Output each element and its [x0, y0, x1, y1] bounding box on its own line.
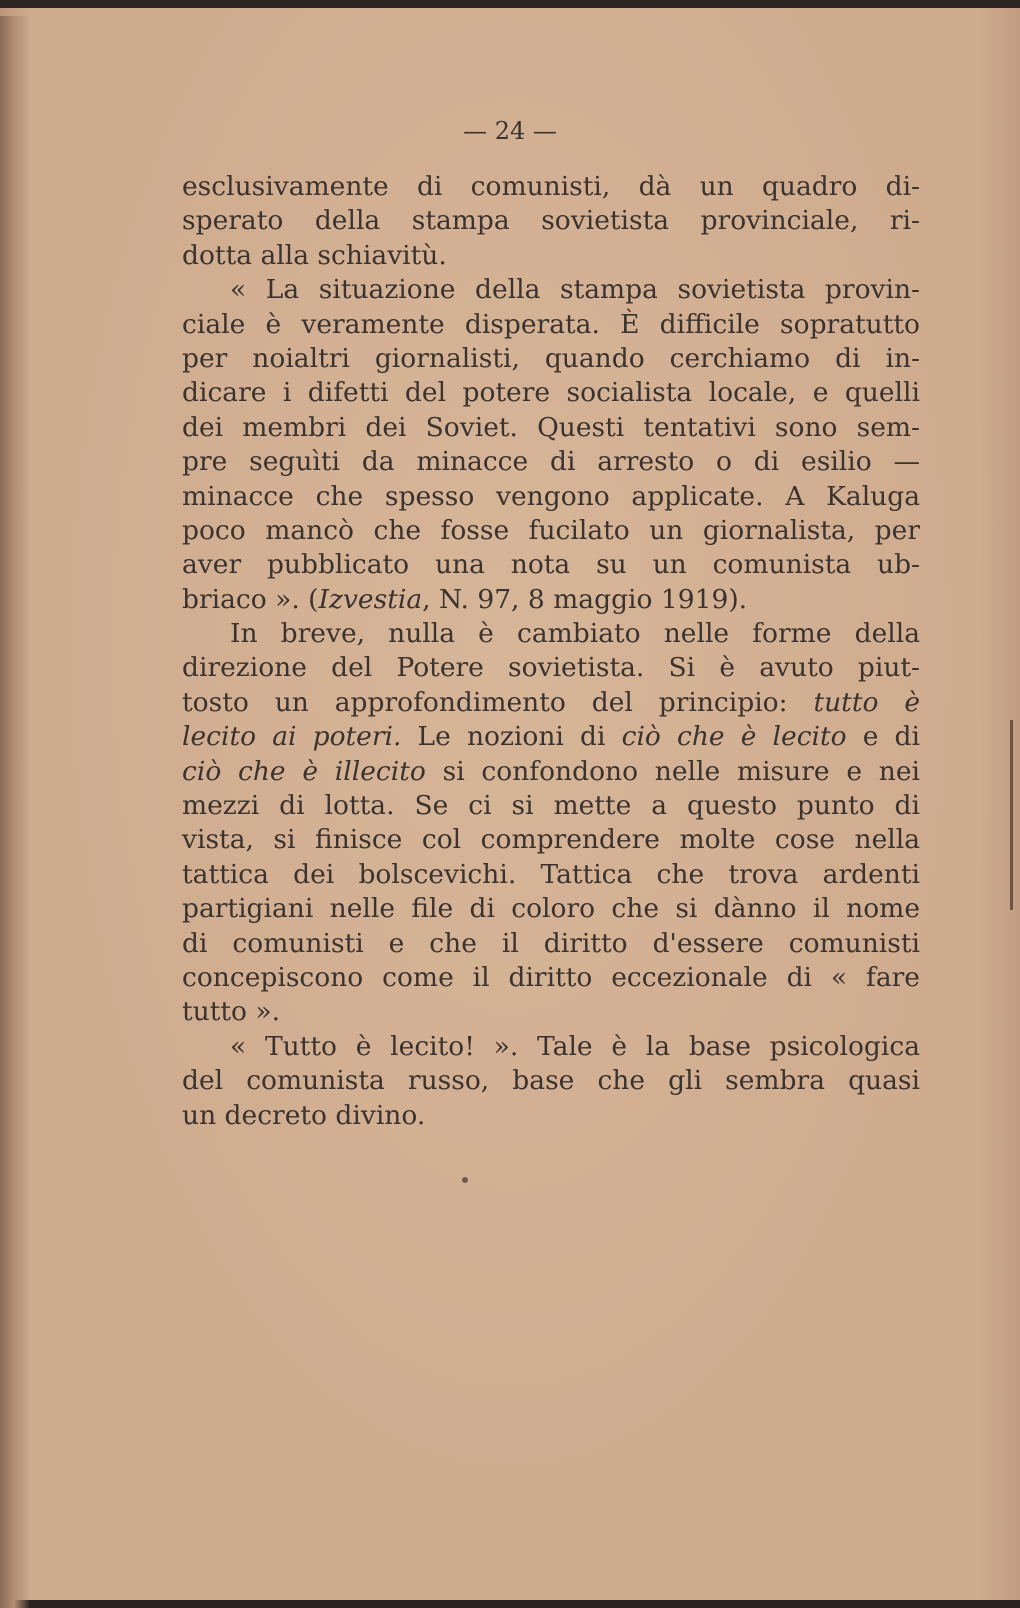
text-line: mezzi di lotta. Se ci si mette a questo punto di: [182, 790, 920, 822]
text-line: esclusivamente di comunisti, dà un quadro di-: [182, 171, 920, 202]
text-line: [182, 755, 920, 789]
text-run: tosto un approfondimento del principio:: [182, 686, 814, 718]
italic-phrase: lecito ai poteri.: [182, 721, 402, 753]
text-line: direzione del Potere sovietista. Si è avuto piut-: [182, 652, 920, 684]
text-line: un decreto divino.: [182, 1099, 426, 1131]
page-binding-shadow: [0, 16, 30, 1608]
italic-phrase: ciò che è lecito: [621, 721, 847, 753]
text-run: , N. 97, 8 maggio 1919).: [422, 583, 748, 615]
source-title-italic: Izvestia: [318, 583, 423, 615]
ink-speck: [462, 1177, 468, 1183]
text-line: partigiani nelle file di coloro che si dànno il nome: [182, 893, 920, 925]
text-line: tutto ».: [182, 996, 281, 1028]
text-line: [182, 686, 920, 720]
text-run: si confondono nelle misure e nei: [425, 755, 920, 787]
text-line: concepiscono come il diritto eccezionale di « fare: [182, 961, 920, 993]
page-number: — 24 —: [463, 117, 557, 145]
text-line: minacce che spesso vengono applicate. A Kaluga: [182, 480, 920, 512]
italic-phrase: ciò che è illecito: [182, 755, 426, 787]
italic-phrase: tutto è: [813, 686, 920, 718]
text-run: briaco ». (: [182, 583, 319, 615]
page-body-text: [182, 170, 920, 1133]
text-run: e di: [846, 721, 920, 753]
text-line: aver pubblicato una nota su un comunista ub-: [182, 549, 920, 581]
text-line: [182, 583, 920, 617]
text-line: pre seguìti da minacce di arresto o di esilio —: [182, 446, 920, 478]
text-line: vista, si finisce col comprendere molte cose nella: [182, 824, 920, 856]
text-line: [182, 720, 920, 754]
text-line: dotta alla schiavitù.: [182, 239, 447, 271]
text-line: del comunista russo, base che gli sembra quasi: [182, 1065, 920, 1097]
text-line: ciale è veramente disperata. È difficile sopratutto: [182, 308, 920, 340]
text-line: In breve, nulla è cambiato nelle forme della: [230, 618, 920, 650]
text-line: per noialtri giornalisti, quando cerchiamo di in-: [182, 342, 920, 374]
text-line: « Tutto è lecito! ». Tale è la base psicologica: [230, 1030, 920, 1062]
text-line: poco mancò che fosse fucilato un giornalista, per: [182, 514, 920, 546]
page-edge-crease: [1010, 720, 1013, 910]
text-line: « La situazione della stampa sovietista provin-: [230, 274, 920, 306]
text-line: dei membri dei Soviet. Questi tentativi sono sem-: [182, 411, 920, 443]
text-line: di comunisti e che il diritto d'essere comunisti: [182, 927, 920, 959]
text-line: sperato della stampa sovietista provinciale, ri-: [182, 205, 920, 237]
text-line: dicare i difetti del potere socialista locale, e quelli: [182, 377, 920, 409]
text-run: Le nozioni di: [401, 721, 622, 753]
text-line: tattica dei bolscevichi. Tattica che trova ardenti: [182, 858, 920, 890]
